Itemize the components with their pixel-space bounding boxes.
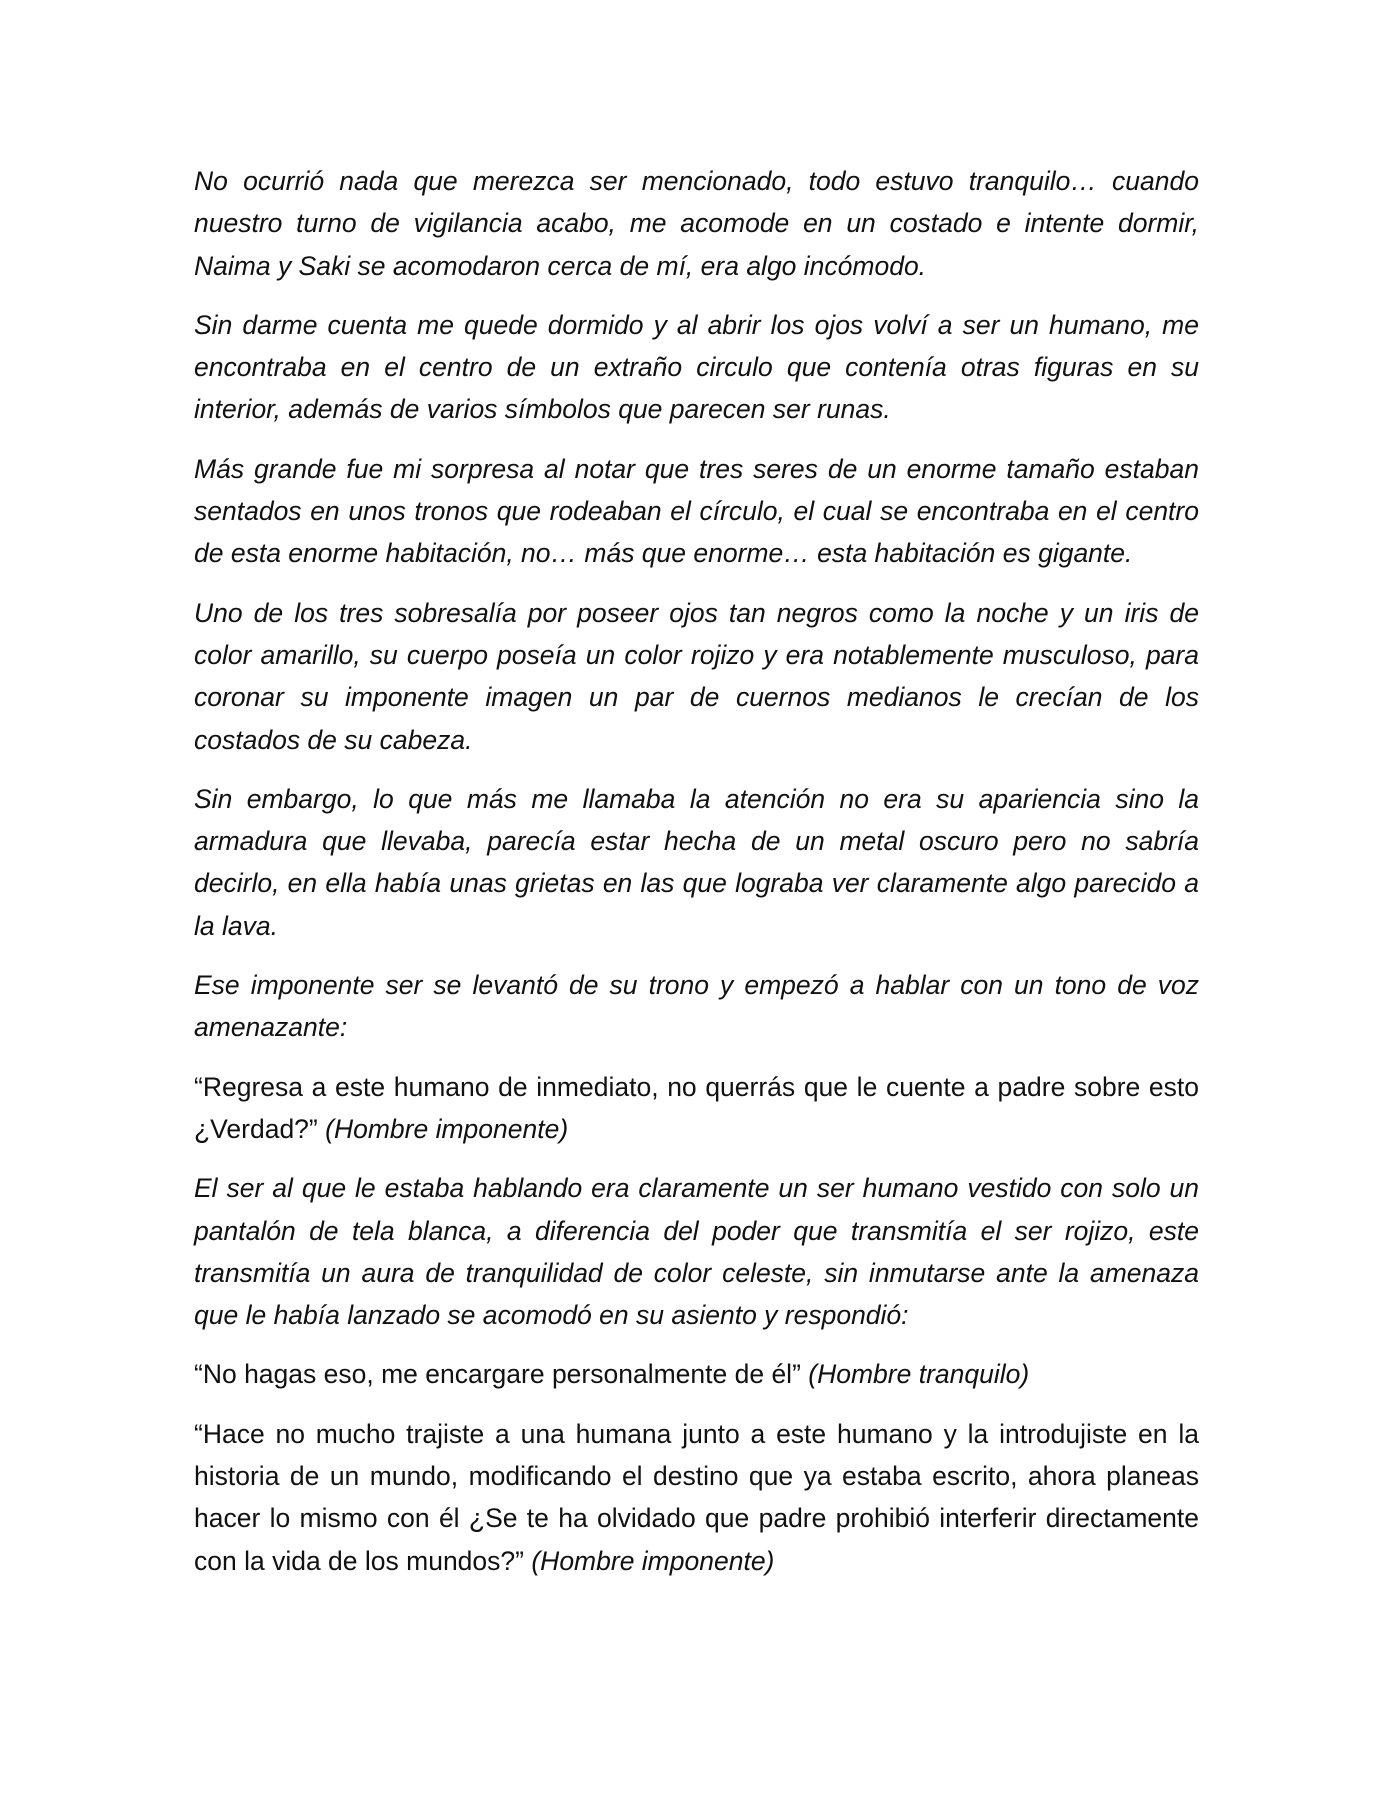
- narrative-paragraph: El ser al que le estaba hablando era claramente un ser humano vestido con solo un pantalón de tela blanca, a diferencia del poder que transmitía el ser rojizo, este transmitía un aura de tranquilidad de color celeste, sin inmutarse ante la amenaza que le había lanzado se acomodó en su asiento y respondió:: [194, 1173, 1199, 1331]
- document-body: [194, 160, 1199, 1599]
- narrative-paragraph: Ese imponente ser se levantó de su trono y empezó a hablar con un tono de voz amenazante:: [194, 970, 1199, 1043]
- narrative-paragraph: Sin embargo, lo que más me llamaba la atención no era su apariencia sino la armadura que llevaba, parecía estar hecha de un metal oscuro pero no sabría decirlo, en ella había unas grietas en las que lograba ver claramente algo parecido a la lava.: [194, 783, 1199, 941]
- dialogue-paragraph: [194, 1066, 1199, 1151]
- dialogue-paragraph: [194, 1353, 1199, 1395]
- narrative-paragraph: No ocurrió nada que merezca ser mencionado, todo estuvo tranquilo… cuando nuestro turno de vigilancia acabo, me acomode en un costado e intente dormir, Naima y Saki se acomodaron cerca de mí, era algo incómodo.: [194, 166, 1199, 281]
- narrative-paragraph: Sin darme cuenta me quede dormido y al abrir los ojos volví a ser un humano, me encontraba en el centro de un extraño circulo que contenía otras figuras en su interior, además de varios símbolos que parecen ser runas.: [194, 309, 1199, 425]
- dialogue-text: “No hagas eso, me encargare personalmente de él”: [194, 1359, 801, 1390]
- dialogue-text: “Hace no mucho trajiste a una humana junto a este humano y la introdujiste en la historia de un mundo, modificando el destino que ya estaba escrito, ahora planeas hacer lo mismo con él ¿Se te ha olvidado que padre prohibió interferir directamente con la vida de los mundos?”: [194, 1418, 1199, 1576]
- dialogue-paragraph: [194, 1413, 1199, 1582]
- dialogue-text: “Regresa a este humano de inmediato, no querrás que le cuente a padre sobre esto ¿Verdad?”: [194, 1071, 1199, 1144]
- narrative-paragraph: Uno de los tres sobresalía por poseer ojos tan negros como la noche y un iris de color amarillo, su cuerpo poseía un color rojizo y era notablemente musculoso, para coronar su imponente imagen un par de cuernos medianos le crecían de los costados de su cabeza.: [194, 597, 1199, 755]
- narrative-paragraph: Más grande fue mi sorpresa al notar que tres seres de un enorme tamaño estaban sentados en unos tronos que rodeaban el círculo, el cual se encontraba en el centro de esta enorme habitación, no… más que enorme… esta habitación es gigante.: [194, 453, 1199, 569]
- speaker-tag: (Hombre tranquilo): [808, 1359, 1030, 1390]
- speaker-tag: (Hombre imponente): [325, 1113, 569, 1144]
- speaker-tag: (Hombre imponente): [531, 1545, 775, 1576]
